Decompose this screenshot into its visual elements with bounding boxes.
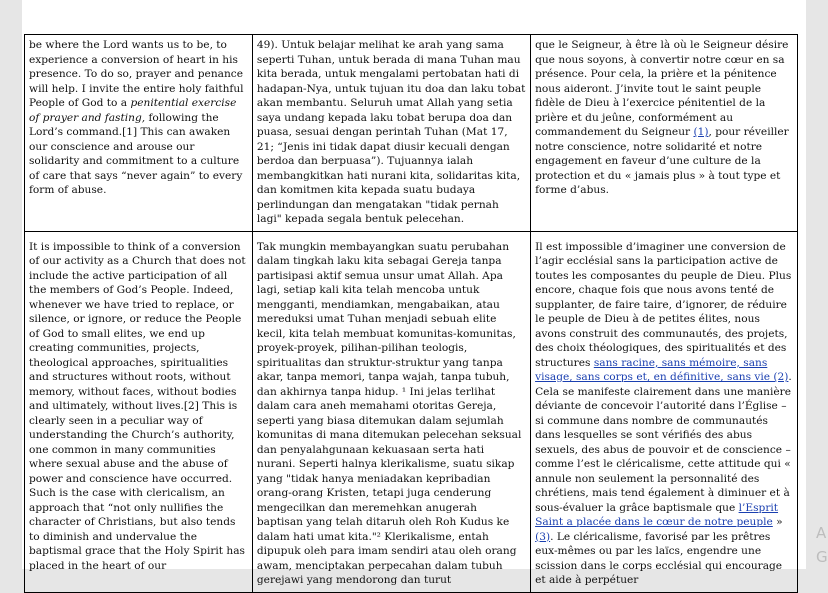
- italic-phrase: penitential exercise of prayer and fasting,: [29, 97, 237, 124]
- table-row: [25, 231, 798, 592]
- indonesian-cell: [252, 35, 530, 232]
- french-cell: [531, 231, 798, 592]
- english-cell: [25, 35, 253, 232]
- french-text-2: . Cela se manifeste clairement dans une manière déviante de concevoir l’autorité dans l’Église – si commune dans nombre de communautés dans lesquelles se sont vérifiés des abus sexuels, des abus de pouvoir et de conscience – comme l’est le cléricalisme, cette attitude qui « annule non seulement la personnalité des chrétiens, mais tend également à diminuer et à sous-évaluer la grâce baptismale que: [535, 371, 792, 514]
- english-text: be where the Lord wants us to be, to experience a conversion of heart in his presence. To do so, prayer and penance will help. I invite the entire holy faithful People of God to a: [29, 39, 244, 109]
- quote-link[interactable]: sans racine, sans mémoire, sans visage, sans corps et, en définitive, sans vie (2): [535, 356, 789, 383]
- indonesian-text: Tak mungkin membayangkan suatu perubahan dalam tingkah laku kita sebagai Gereja tanpa partisipasi aktif semua unsur umat Allah. Apa lagi, setiap kali kita telah mencoba untuk mengganti, mendiamkan, mengabaikan, atau mereduksi umat Tuhan menjadi sebuah elite kecil, kita telah membuat komunitas-komunitas, proyek-proyek, pilihan-pilihan teologis, spiritualitas dan struktur-struktur yang tanpa akar, tanpa memori, tanpa wajah, tanpa tubuh, dan akhirnya tanpa hidup. ¹ Ini jelas terlihat dalam cara aneh memahami otoritas Gereja, seperti yang biasa ditemukan dalam sejumlah komunitas di mana ditemukan pelecehan seksual dan penyalahgunaan kekuasaan serta hati nurani. Seperti halnya klerikalisme, suatu sikap yang "tidak hanya meniadakan kepribadian orang-orang Kristen, tetapi juga cenderung mengecilkan dan meremehkan anugerah baptisan yang telah ditaruh oleh Roh Kudus ke dalam hati umat kita."² Klerikalisme, entah dipupuk oleh para imam sendiri atau oleh orang awam, menciptakan perpecahan dalam tubuh gerejawi yang mendorong dan turut: [256, 240, 522, 586]
- footnote-link[interactable]: (3): [535, 530, 551, 543]
- french-cell: [531, 35, 798, 232]
- french-text: que le Seigneur, à être là où le Seigneur désire que nous soyons, à convertir notre cœur en sa présence. Pour cela, la prière et la pénitence nous aideront. J’invite tout le saint peuple fidèle de Dieu à l’exercice pénitentiel de la prière et du jeûne, conformément au commandement du Seigneur: [535, 39, 789, 138]
- edge-glyphs: A G: [816, 524, 828, 566]
- trilingual-table: [24, 34, 798, 593]
- english-cell: [25, 231, 253, 592]
- french-text-3: »: [772, 516, 783, 528]
- french-text-end: , pour réveiller notre conscience, notre solidarité et notre engagement en faveur d’une culture de la protection et du « jamais plus » à tout type et forme d’abus.: [535, 126, 789, 196]
- quote-link[interactable]: l’Esprit Saint a placée dans le cœur de notre peuple: [535, 501, 779, 528]
- french-text-4: . Le cléricalisme, favorisé par les prêtres eux-mêmes ou par les laïcs, engendre une scission dans le corps ecclésial qui encourage et aide à perpétuer: [535, 530, 783, 586]
- indonesian-text: 49). Untuk belajar melihat ke arah yang sama seperti Tuhan, untuk berada di mana Tuhan mau kita berada, untuk mengalami pertobatan hati di hadapan-Nya, untuk tujuan itu doa dan laku tobat akan membantu. Seluruh umat Allah yang setia saya undang kepada laku tobat berupa doa dan puasa, sesuai dengan perintah Tuhan (Mat 17, 21; “Jenis ini tidak dapat diusir kecuali dengan berdoa dan berpuasa”). Tujuannya ialah membangkitkan hati nurani kita, solidaritas kita, dan komitmen kita kepada suatu budaya perlindungan dan mengatakan "tidak pernah lagi" kepada segala bentuk pelecehan.: [256, 39, 526, 225]
- english-text: It is impossible to think of a conversion of our activity as a Church that does not include the active participation of all the members of God’s People. Indeed, whenever we have tried to replace, or silence, or ignore, or reduce the People of God to small elites, we end up creating communities, projects, theological approaches, spiritualities and structures without roots, without memory, without faces, without bodies and ultimately, without lives.[2] This is clearly seen in a peculiar way of understanding the Church’s authority, one common in many communities where sexual abuse and the abuse of power and conscience have occurred. Such is the case with clericalism, an approach that “not only nullifies the character of Christians, but also tends to diminish and undervalue the baptismal grace that the Holy Spirit has placed in the heart of our: [29, 240, 246, 572]
- french-text: Il est impossible d’imaginer une conversion de l’agir ecclésial sans la participation active de toutes les composantes du peuple de Dieu. Plus encore, chaque fois que nous avons tenté de supplanter, de faire taire, d’ignorer, de réduire le peuple de Dieu à de petites élites, nous avons construit des communautés, des projets, des choix théologiques, des spiritualités et des structures: [535, 240, 792, 369]
- indonesian-cell: [252, 231, 530, 592]
- footnote-link[interactable]: (1): [693, 126, 709, 138]
- table-row: [25, 35, 798, 232]
- english-text-end: following the Lord’s command.[1] This can awaken our conscience and arouse our solidarity and commitment to a culture of care that says “never again” to every form of abuse.: [29, 111, 243, 196]
